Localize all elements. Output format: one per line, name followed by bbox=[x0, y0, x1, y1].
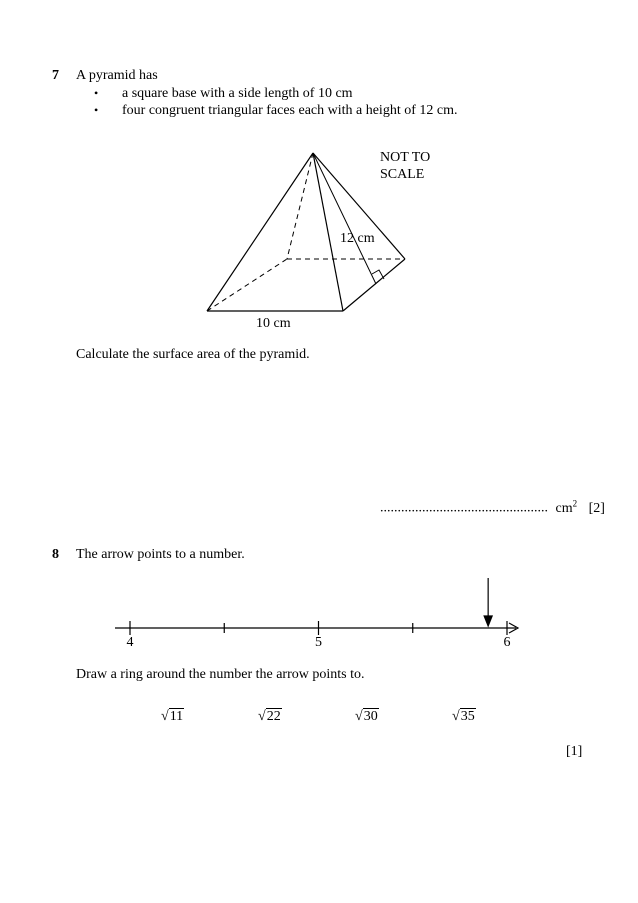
option-sqrt-22[interactable] bbox=[258, 709, 282, 725]
answer-line-7 bbox=[380, 498, 605, 517]
hidden-slant-edge-back bbox=[287, 153, 313, 259]
answer-dots: ................................................ bbox=[380, 500, 548, 516]
hidden-base-left-edge bbox=[207, 259, 287, 311]
bullet-icon: • bbox=[94, 103, 99, 117]
not-to-scale-line2: SCALE bbox=[380, 167, 425, 182]
radicand: 11 bbox=[169, 709, 184, 724]
question-7-intro: A pyramid has bbox=[76, 68, 158, 83]
bullet-item-1: a square base with a side length of 10 cm bbox=[122, 86, 353, 101]
radicand: 30 bbox=[363, 709, 378, 724]
unit-power: 2 bbox=[572, 498, 578, 508]
tick-label-6: 6 bbox=[503, 635, 511, 650]
radical-icon: √ bbox=[258, 709, 266, 724]
slant-edge-front bbox=[313, 153, 343, 311]
option-sqrt-30[interactable] bbox=[355, 709, 379, 725]
pointer-arrowhead-icon bbox=[484, 616, 492, 626]
slant-edge-left bbox=[207, 153, 313, 311]
question-8-instruction: Draw a ring around the number the arrow points to. bbox=[76, 667, 365, 682]
pyramid-diagram bbox=[0, 0, 638, 340]
question-8-intro: The arrow points to a number. bbox=[76, 547, 245, 562]
slant-height-line bbox=[313, 153, 376, 284]
marks-7: [2] bbox=[588, 500, 605, 516]
bullet-icon: • bbox=[94, 86, 99, 100]
radicand: 22 bbox=[266, 709, 281, 724]
not-to-scale-line1: NOT TO bbox=[380, 150, 431, 165]
base-side-label: 10 cm bbox=[256, 316, 291, 331]
radicand: 35 bbox=[460, 709, 475, 724]
radical-icon: √ bbox=[355, 709, 363, 724]
option-sqrt-11[interactable] bbox=[161, 709, 184, 725]
radical-icon: √ bbox=[452, 709, 460, 724]
tick-label-4: 4 bbox=[126, 635, 134, 650]
option-sqrt-35[interactable] bbox=[452, 709, 476, 725]
question-8-number: 8 bbox=[52, 547, 59, 562]
slant-height-label: 12 cm bbox=[340, 231, 375, 246]
base-right-edge bbox=[343, 259, 405, 311]
tick-label-5: 5 bbox=[315, 635, 322, 650]
marks-8: [1] bbox=[566, 744, 583, 759]
bullet-item-2: four congruent triangular faces each with a height of 12 cm. bbox=[122, 103, 458, 118]
question-7-instruction: Calculate the surface area of the pyramid. bbox=[76, 347, 310, 362]
answer-unit: $cm^2$ bbox=[555, 498, 578, 516]
question-7-number: 7 bbox=[52, 68, 59, 83]
number-line bbox=[0, 570, 638, 660]
radical-icon: √ bbox=[161, 709, 169, 724]
